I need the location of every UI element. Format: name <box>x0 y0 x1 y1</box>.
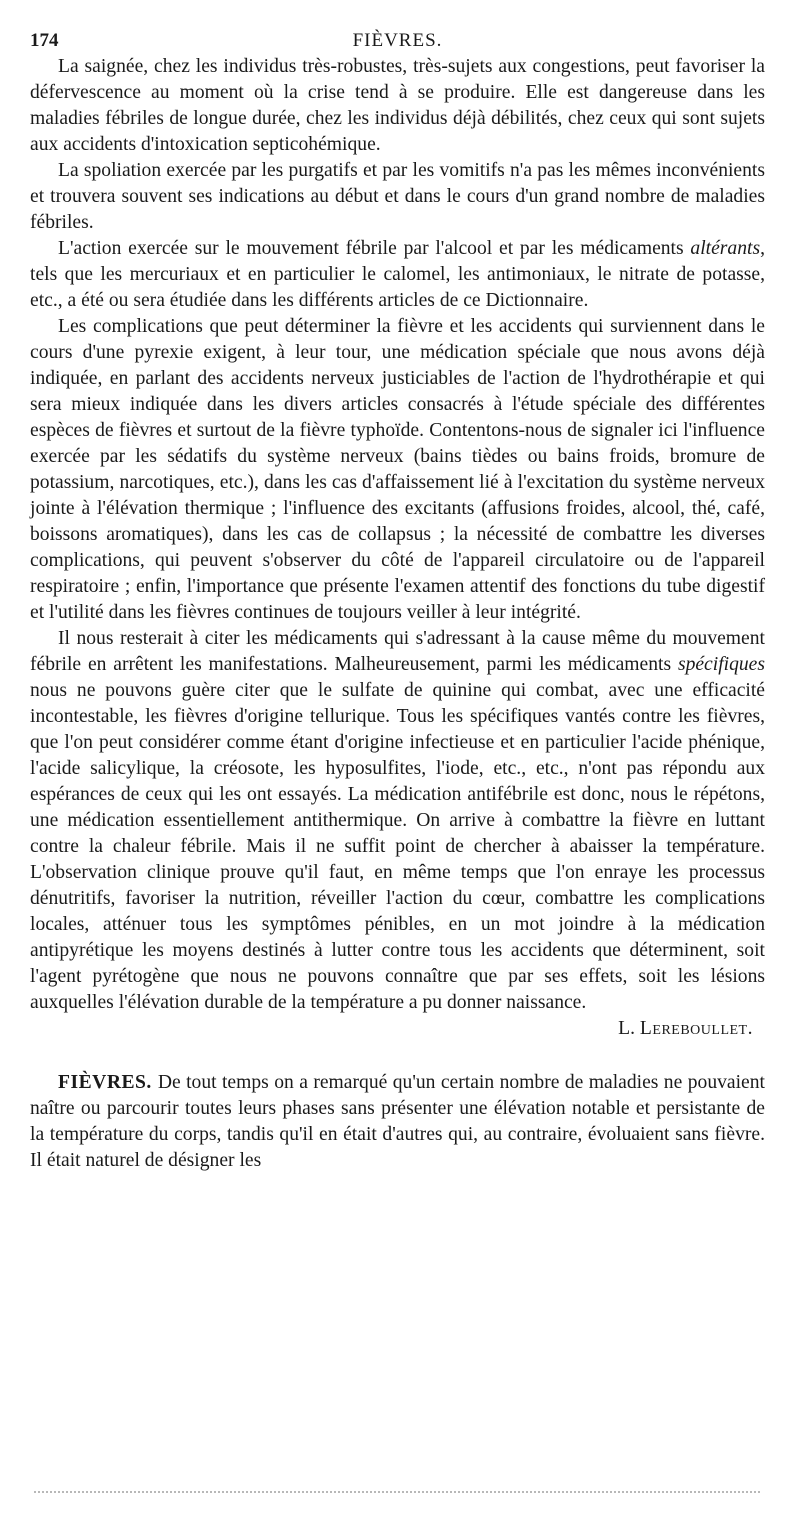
entry-text: De tout temps on a remarqué qu'un certain nombre de maladies ne pouvaient naître ou parcourir toutes leurs phases sans présenter une élévation notable et persistante de la température du corps, tandis qu'il en était d'autres qui, au contraire, évoluaient sans fièvre. Il était naturel de désigner les <box>30 1072 765 1171</box>
paragraph-spoliation: La spoliation exercée par les purgatifs et par les vomitifs n'a pas les mêmes inconvénients et trouvera souvent ses indications au début et dans le cours d'un grand nombre de maladies fébriles. <box>30 160 765 233</box>
book-page <box>30 28 765 1194</box>
paragraph-text-before: L'action exercée sur le mouvement fébrile par l'alcool et par les médicaments <box>58 238 691 259</box>
italic-term-alterants: altérants <box>690 238 761 259</box>
paragraph-action-alcool <box>30 236 765 314</box>
paragraph-text-after: nous ne pouvons guère citer que le sulfate de quinine qui combat, avec une efficacité incontestable, les fièvres d'origine tellurique. Tous les spécifiques vantés contre les fièvres, que l'on peut considérer comme étant d'origine infectieuse et en particulier l'acide phénique, l'acide salicylique, la créosote, les hyposulfites, l'iode, etc., etc., n'ont pas répondu aux espérances de ceux qui les ont essayés. La médication antifébrile est donc, nous le répétons, une médication essentiellement antithermique. On arrive à combattre la fièvre en luttant contre la chaleur fébrile. Mais il ne suffit point de chercher à abaisser la température. L'observation clinique prouve qu'il faut, en même temps que l'on enraye les processus dénutritifs, favoriser la nutrition, réveiller l'action du cœur, combattre les complications locales, atténuer tous les symptômes pénibles, en un mot joindre à la médication antipyrétique les moyens destinés à lutter contre tous les accidents que déterminent, soit l'agent pyrétogène que nous ne pouvons connaître que par ses effets, soit les lésions auxquelles l'élévation durable de la température a pu donner naissance. <box>30 680 765 1013</box>
dictionary-entry <box>30 1070 765 1174</box>
paragraph-complications: Les complications que peut déterminer la fièvre et les accidents qui surviennent dans le cours d'une pyrexie exigent, à leur tour, une médication spéciale que nous avons déjà indiquée, en parlant des accidents nerveux justiciables de l'action de l'hydrothérapie et qui sera mieux indiquée dans les divers articles consacrés à l'étude spéciale des différentes espèces de fièvres et surtout de la fièvre typhoïde. Contentons-nous de signaler ici l'influence exercée par les sédatifs du système nerveux (bains tièdes ou bains froids, bromure de potassium, narcotiques, etc.), dans les cas d'affaissement lié à l'excitation du système nerveux jointe à l'élévation thermique ; l'influence des excitants (affusions froides, alcool, thé, café, boissons aromatiques), dans les cas de collapsus ; la nécessité de combattre les diverses complications, qui peuvent s'observer du côté de l'appareil circulatoire ou de l'appareil respiratoire ; enfin, l'importance que présente l'examen attentif des fonctions du tube digestif et l'utilité dans les fièvres continues de toujours veiller à leur intégrité. <box>30 316 765 623</box>
author-initial: L. <box>618 1018 636 1039</box>
paragraph-medicaments <box>30 626 765 1016</box>
article-body <box>30 54 765 1016</box>
italic-term-specifiques: spécifiques <box>677 654 765 675</box>
running-title: FIÈVRES. <box>352 30 443 51</box>
paragraph-text-after: , tels que les mercuriaux et en particulier le calomel, les antimoniaux, le nitrate de potasse, etc., a été ou sera étudiée dans les différents articles de ce Dictionnaire. <box>30 238 765 311</box>
author-signature <box>30 1016 765 1042</box>
paragraph-saignee: La saignée, chez les individus très-robustes, très-sujets aux congestions, peut favoriser la défervescence au moment où la crise tend à se produire. Elle est dangereuse dans les maladies fébriles de longue durée, chez les individus déjà débilités, chez ceux qui sont sujets aux accidents d'intoxication septicohémique. <box>30 56 765 155</box>
page-header <box>30 28 765 54</box>
author-name: Lereboullet. <box>639 1018 753 1039</box>
paragraph-text-before: Il nous resterait à citer les médicaments qui s'adressant à la cause même du mouvement fébrile en arrêtent les manifestations. Malheureusement, parmi les médicaments <box>30 628 765 675</box>
page-number: 174 <box>30 30 59 51</box>
entry-headword: FIÈVRES. <box>58 1072 152 1093</box>
footer-dotted-rule <box>34 1491 760 1493</box>
